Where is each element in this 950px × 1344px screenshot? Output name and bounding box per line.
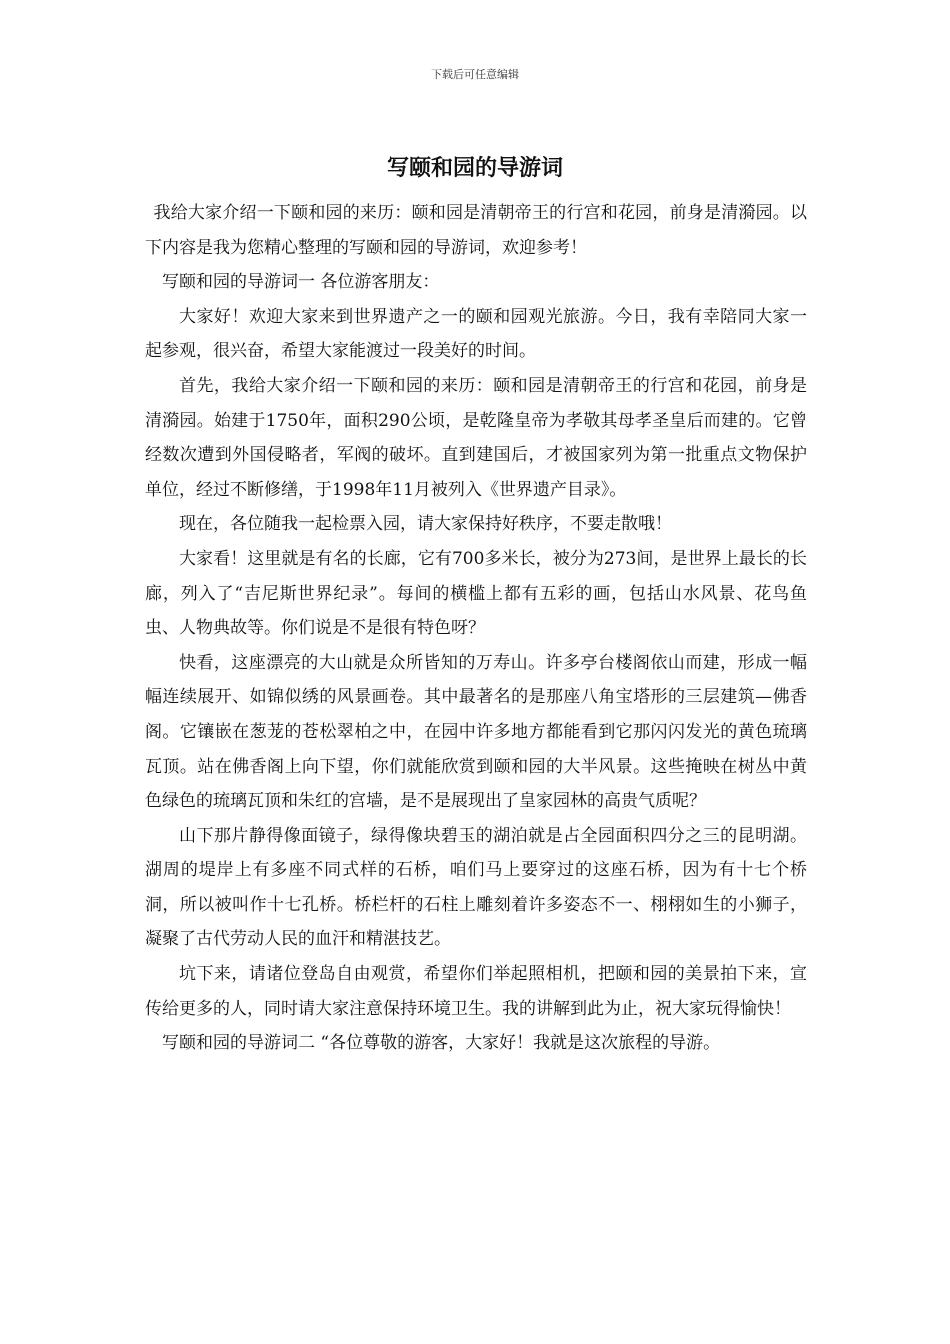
paragraph-closing: 坑下来，请诸位登岛自由观赏，希望你们举起照相机，把颐和园的美景拍下来，宣传给更多的人，同时请大家注意保持环境卫生。我的讲解到此为止，祝大家玩得愉快！ bbox=[145, 964, 807, 1019]
paragraph-section-2-heading: 写颐和园的导游词二 “各位尊敬的游客，大家好！我就是这次旅程的导游。 bbox=[162, 1033, 721, 1054]
paragraph-greeting: 大家好！欢迎大家来到世界遗产之一的颐和园观光旅游。今日，我有幸陪同大家一起参观，很兴奋，希望大家能渡过一段美好的时间。 bbox=[145, 306, 807, 362]
paragraph-entry: 现在，各位随我一起检票入园，请大家保持好秩序，不要走散哦！ bbox=[179, 514, 672, 535]
header-note: 下载后可任意编辑 bbox=[431, 68, 519, 81]
paragraph-long-corridor: 大家看！这里就是有名的长廊，它有700多米长，被分为273间，是世界上最长的长廊，列入了“吉尼斯世界纪录”。每间的横槛上都有五彩的画，包括山水风景、花鸟鱼虫、人物典故等。你们说是不是很有特色呀？ bbox=[145, 548, 807, 639]
paragraph-longevity-hill: 快看，这座漂亮的大山就是众所皆知的万寿山。许多亭台楼阁依山而建，形成一幅幅连续展开、如锦似绣的风景画卷。其中最著名的是那座八角宝塔形的三层建筑—佛香阁。它镶嵌在葱茏的苍松翠柏之中，在园中许多地方都能看到它那闪闪发光的黄色琉璃瓦顶。站在佛香阁上向下望，你们就能欣赏到颐和园的大半风景。这些掩映在树丛中黄色绿色的琉璃瓦顶和朱红的宫墙，是不是展现出了皇家园林的高贵气质呢？ bbox=[145, 652, 807, 812]
page-title: 写颐和园的导游词 bbox=[386, 155, 563, 181]
paragraph-history: 首先，我给大家介绍一下颐和园的来历：颐和园是清朝帝王的行宫和花园，前身是清漪园。始建于1750年，面积290公顷，是乾隆皇帝为孝敬其母孝圣皇后而建的。它曾经数次遭到外国侵略者，军阀的破坏。直到建国后，才被国家列为第一批重点文物保护单位，经过不断修缮，于1998年11月被列入《世界遗产目录》。 bbox=[145, 375, 807, 500]
paragraph-intro: 我给大家介绍一下颐和园的来历：颐和园是清朝帝王的行宫和花园，前身是清漪园。以下内容是我为您精心整理的写颐和园的导游词，欢迎参考！ bbox=[145, 203, 807, 258]
paragraph-kunming-lake: 山下那片静得像面镜子，绿得像块碧玉的湖泊就是占全园面积四分之三的昆明湖。湖周的堤岸上有多座不同式样的石桥，咱们马上要穿过的这座石桥，因为有十七个桥洞，所以被叫作十七孔桥。桥栏杆的石柱上雕刻着许多姿态不一、栩栩如生的小狮子，凝聚了古代劳动人民的血汗和精湛技艺。 bbox=[145, 825, 807, 950]
paragraph-section-1-heading: 写颐和园的导游词一 各位游客朋友： bbox=[162, 272, 440, 293]
document-body bbox=[145, 196, 807, 1061]
